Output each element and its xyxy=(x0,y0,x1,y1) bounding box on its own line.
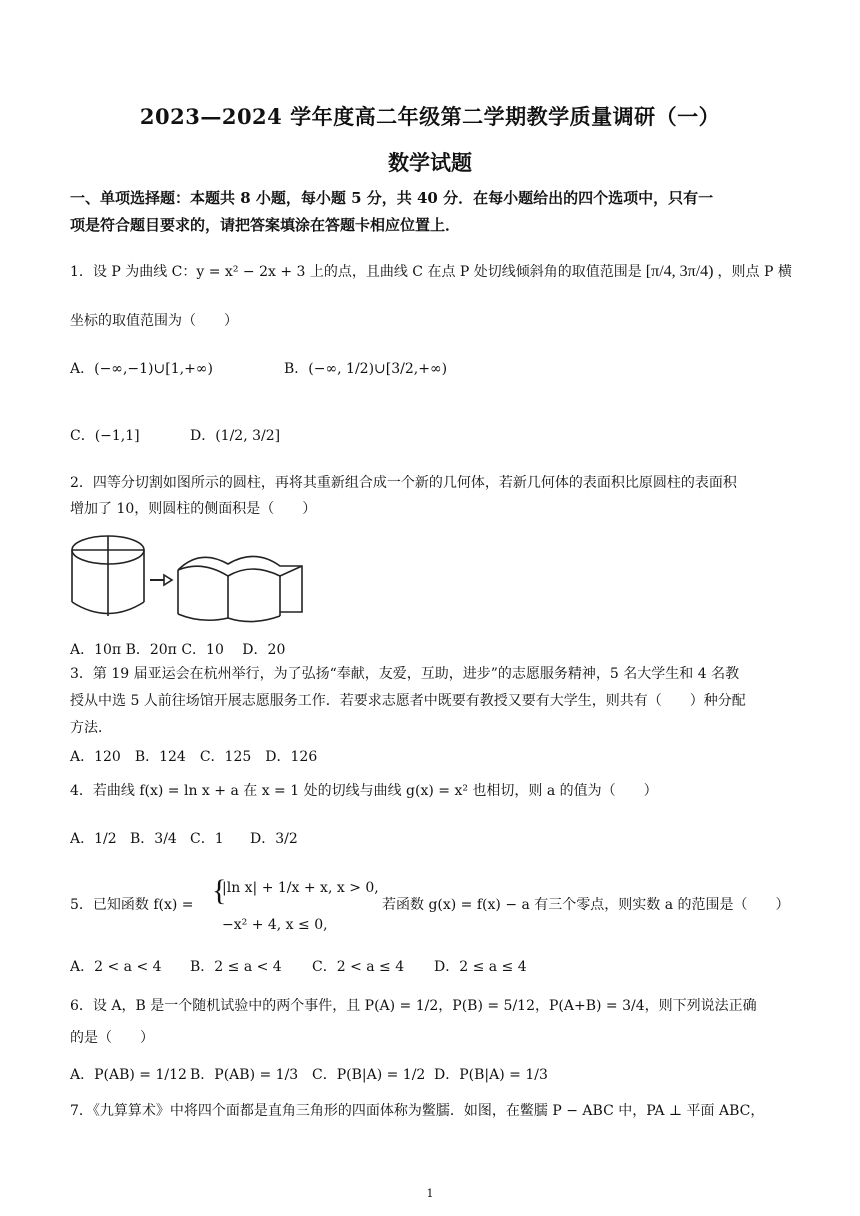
q6-stem-line1: 6．设 A，B 是一个随机试验中的两个事件，且 P(A) = 1/2，P(B) = 5/12，P(A+B) = 3/4，则下列说法正确 xyxy=(70,998,757,1014)
q6-stem-line2: 的是（ ） xyxy=(70,1030,154,1046)
q1-option-a: A．(−∞,−1)∪[1,+∞) xyxy=(70,361,213,377)
q5-stem-prefix: 5．已知函数 f(x) = xyxy=(70,897,194,913)
page-number: 1 xyxy=(426,1187,434,1200)
q5-case1: |ln x| + 1/x + x, x > 0, xyxy=(222,880,379,896)
q2-stem-line1: 2．四等分切割如图所示的圆柱，再将其重新组合成一个新的几何体，若新几何体的表面积比原圆柱的表面积 xyxy=(70,475,737,491)
q4-option-a: A．1/2 xyxy=(70,831,117,847)
q1-stem-line2: 坐标的取值范围为（ ） xyxy=(70,313,238,329)
q6-option-d: D．P(B|A) = 1/3 xyxy=(434,1067,548,1083)
q5-option-c: C．2 < a ≤ 4 xyxy=(312,959,405,975)
q5-option-a: A．2 < a < 4 xyxy=(70,959,162,975)
q1-option-c: C．(−1,1] xyxy=(70,428,140,444)
q5-brace: { xyxy=(212,874,227,907)
q4-option-d: D．3/2 xyxy=(250,831,298,847)
cylinder-cut-figure xyxy=(70,530,310,625)
q4-stem: 4．若曲线 f(x) = ln x + a 在 x = 1 处的切线与曲线 g(x) = x² 也相切，则 a 的值为（ ） xyxy=(70,783,658,799)
exam-subtitle: 数学试题 xyxy=(388,150,472,175)
q6-option-a: A．P(AB) = 1/12 xyxy=(70,1067,187,1083)
q3-options: A．120 B．124 C．125 D．126 xyxy=(70,749,318,765)
q4-option-c: C．1 xyxy=(190,831,224,847)
section-heading-line1: 一、单项选择题：本题共 8 小题，每小题 5 分，共 40 分．在每小题给出的四个选项中，只有一 xyxy=(70,189,714,207)
q5-option-b: B．2 ≤ a < 4 xyxy=(190,959,282,975)
q3-stem-line2: 授从中选 5 人前往场馆开展志愿服务工作．若要求志愿者中既要有教授又要有大学生，则共有（ ）种分配 xyxy=(70,693,746,709)
q6-option-c: C．P(B|A) = 1/2 xyxy=(312,1067,426,1083)
exam-title: 2023—2024 学年度高二年级第二学期教学质量调研（一） xyxy=(139,104,721,129)
q6-option-b: B．P(AB) = 1/3 xyxy=(190,1067,299,1083)
q7-stem-line1: 7．《九算算术》中将四个面都是直角三角形的四面体称为鳖臑．如图，在鳖臑 P − ABC 中，PA ⊥ 平面 ABC， xyxy=(70,1103,765,1119)
q2-options: A．10π B．20π C．10 D．20 xyxy=(70,642,286,658)
q5-option-d: D．2 ≤ a ≤ 4 xyxy=(434,959,527,975)
section-heading-line2: 项是符合题目要求的，请把答案填涂在答题卡相应位置上． xyxy=(70,216,461,234)
q1-stem-tail: ，则点 P 横 xyxy=(717,264,792,280)
q1-option-d: D．(1/2, 3/2] xyxy=(190,428,281,444)
q5-stem-suffix: 若函数 g(x) = f(x) − a 有三个零点，则实数 a 的范围是（ ） xyxy=(382,897,790,913)
q1-stem-text: 1．设 P 为曲线 C：y = x² − 2x + 3 上的点，且曲线 C 在点 P 处切线倾斜角的取值范围是 xyxy=(70,264,642,280)
q3-stem-line3: 方法． xyxy=(70,720,112,736)
q1-range: [π/4, 3π/4) xyxy=(645,263,714,280)
q4-option-b: B．3/4 xyxy=(130,831,177,847)
q5-case2: −x² + 4, x ≤ 0, xyxy=(222,917,328,933)
q1-stem-line1 xyxy=(70,262,792,282)
q1-option-b: B．(−∞, 1/2)∪[3/2,+∞) xyxy=(284,361,448,377)
q3-stem-line1: 3．第 19 届亚运会在杭州举行，为了弘扬“奉献，友爱，互助，进步”的志愿服务精神，5 名大学生和 4 名教 xyxy=(70,666,740,682)
q2-stem-line2: 增加了 10，则圆柱的侧面积是（ ） xyxy=(70,501,317,517)
